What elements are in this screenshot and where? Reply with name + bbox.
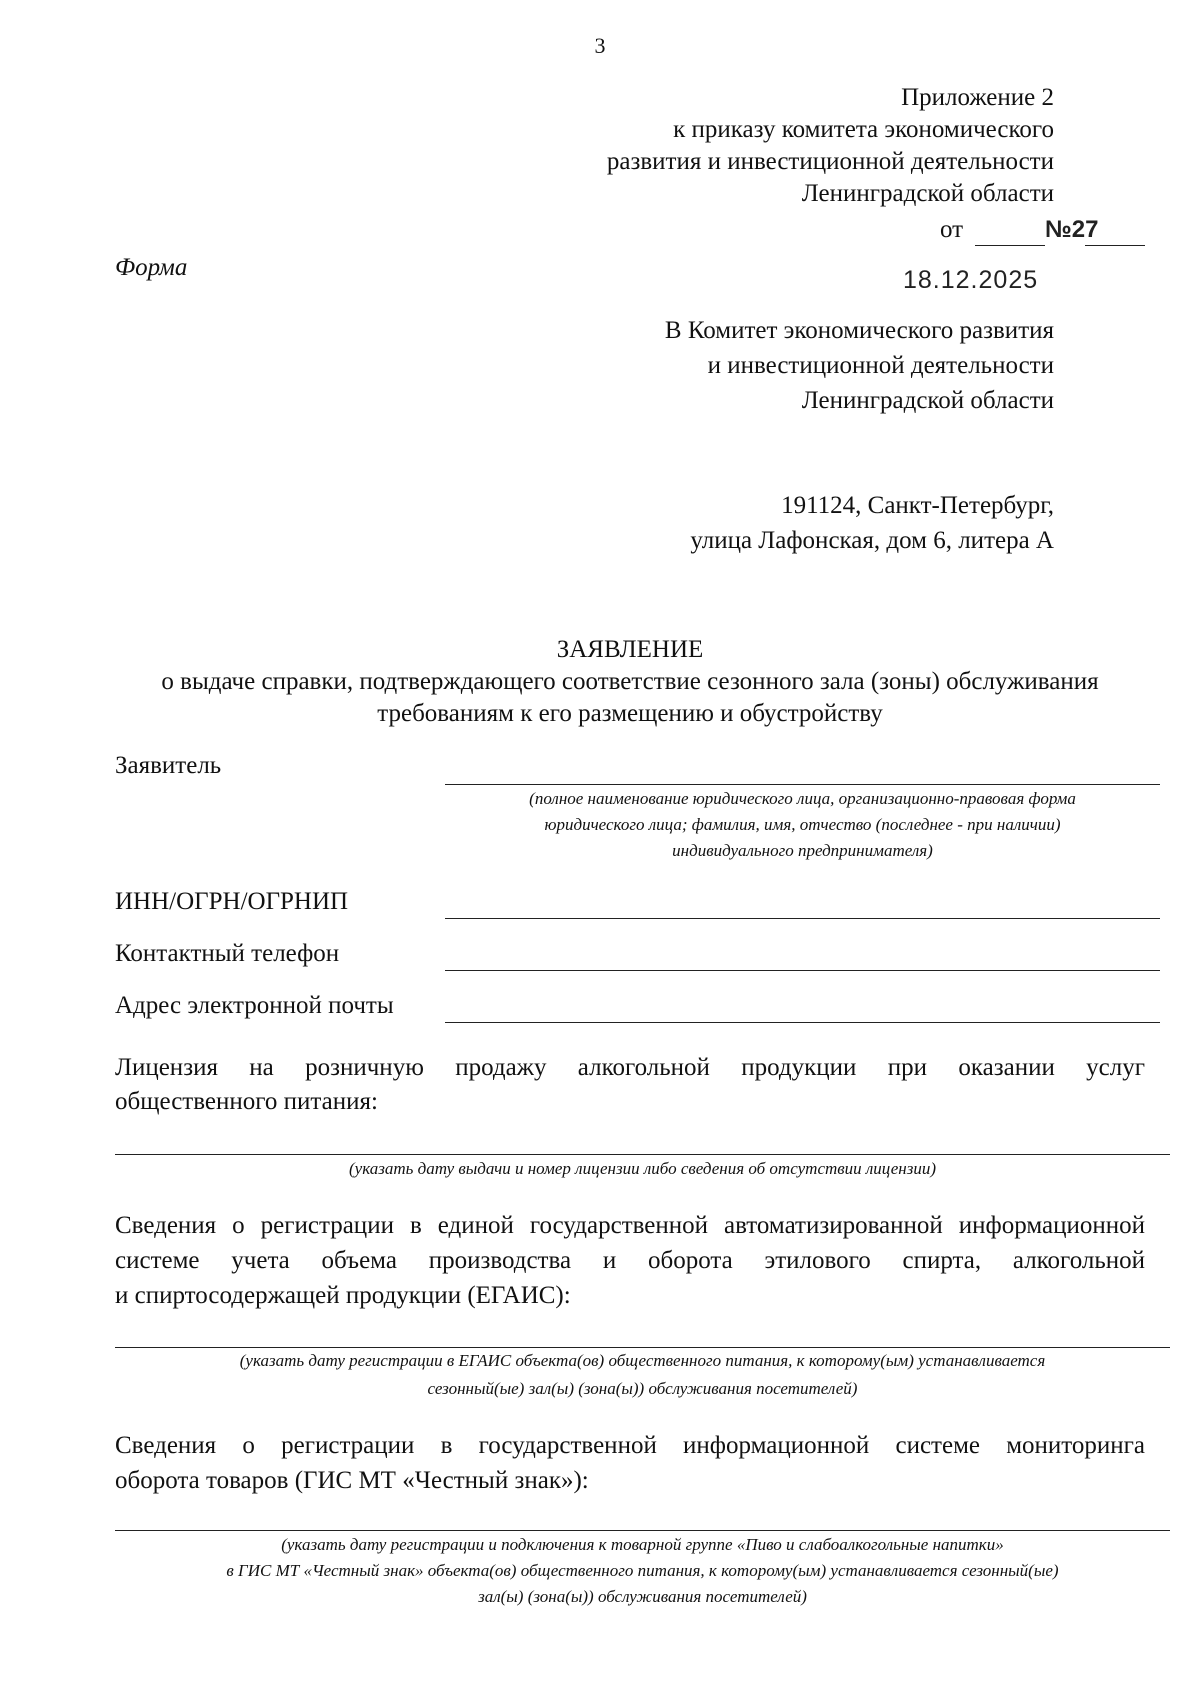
addressee-line-2: и инвестиционной деятельности — [707, 352, 1054, 379]
attachment-title: Приложение 2 — [901, 84, 1054, 111]
applicant-note-1: (полное наименование юридического лица, организационно-правовая форма — [529, 789, 1076, 808]
gis-note-3: зал(ы) (зона(ы)) обслуживания посетителей) — [478, 1587, 807, 1606]
egais-note-1: (указать дату регистрации в ЕГАИС объекта(ов) общественного питания, к которому(ым) устанавливается — [239, 1351, 1046, 1370]
egais-text-2: системе учета объема производства и оборота этилового спирта, алкогольной — [115, 1247, 1145, 1274]
page-number: 3 — [594, 33, 606, 58]
order-number-stamp: №27 — [1045, 216, 1099, 243]
phone-input-line[interactable] — [445, 970, 1160, 971]
addressee-line-3: Ленинградской области — [801, 387, 1054, 414]
inn-label: ИНН/ОГРН/ОГРНИП — [115, 888, 349, 915]
attachment-line-4: Ленинградской области — [801, 180, 1054, 207]
addressee-line-1: В Комитет экономического развития — [664, 317, 1054, 344]
license-text-1: Лицензия на розничную продажу алкогольной продукции при оказании услуг — [115, 1054, 1145, 1081]
order-date-label: от — [940, 216, 964, 243]
egais-text-3: и спиртосодержащей продукции (ЕГАИС): — [115, 1282, 571, 1309]
phone-label: Контактный телефон — [115, 940, 340, 967]
applicant-label: Заявитель — [115, 752, 222, 779]
license-note: (указать дату выдачи и номер лицензии либо сведения об отсутствии лицензии) — [348, 1159, 937, 1178]
license-text-2: общественного питания: — [115, 1088, 378, 1115]
document-heading: ЗАЯВЛЕНИЕ — [556, 636, 704, 663]
egais-text-1: Сведения о регистрации в единой государственной автоматизированной информационной — [115, 1212, 1145, 1239]
egais-note-2: сезонный(ые) зал(ы) (зона(ы)) обслуживания посетителей) — [427, 1379, 858, 1398]
address-line-2: улица Лафонская, дом 6, литера А — [690, 527, 1054, 554]
gis-text-1: Сведения о регистрации в государственной информационной системе мониторинга — [115, 1432, 1145, 1459]
attachment-line-3: развития и инвестиционной деятельности — [606, 148, 1054, 175]
applicant-input-line[interactable] — [445, 784, 1160, 785]
email-input-line[interactable] — [445, 1022, 1160, 1023]
gis-note-1: (указать дату регистрации и подключения к товарной группе «Пиво и слабоалкогольные напитки» — [281, 1535, 1004, 1554]
email-label: Адрес электронной почты — [115, 992, 394, 1019]
document-subtitle-1: о выдаче справки, подтверждающего соответствие сезонного зала (зоны) обслуживания — [161, 668, 1099, 695]
license-input-line[interactable] — [115, 1154, 1170, 1155]
applicant-note-2: юридического лица; фамилия, имя, отчество (последнее - при наличии) — [544, 815, 1061, 834]
inn-input-line[interactable] — [445, 918, 1160, 919]
document-subtitle-2: требованиям к его размещению и обустройству — [377, 700, 883, 727]
address-line-1: 191124, Санкт-Петербург, — [781, 492, 1054, 519]
attachment-line-2: к приказу комитета экономического — [673, 116, 1054, 143]
gis-note-2: в ГИС МТ «Честный знак» объекта(ов) общественного питания, к которому(ым) устанавливается сезонный(ые) — [226, 1561, 1059, 1580]
gis-input-line[interactable] — [115, 1530, 1170, 1531]
form-label: Форма — [115, 254, 188, 281]
order-number-underline — [1085, 245, 1145, 246]
gis-text-2: оборота товаров (ГИС МТ «Честный знак»): — [115, 1467, 589, 1494]
order-date-underline — [975, 245, 1045, 246]
applicant-note-3: индивидуального предпринимателя) — [672, 841, 933, 860]
order-date-stamp: 18.12.2025 — [903, 266, 1039, 294]
